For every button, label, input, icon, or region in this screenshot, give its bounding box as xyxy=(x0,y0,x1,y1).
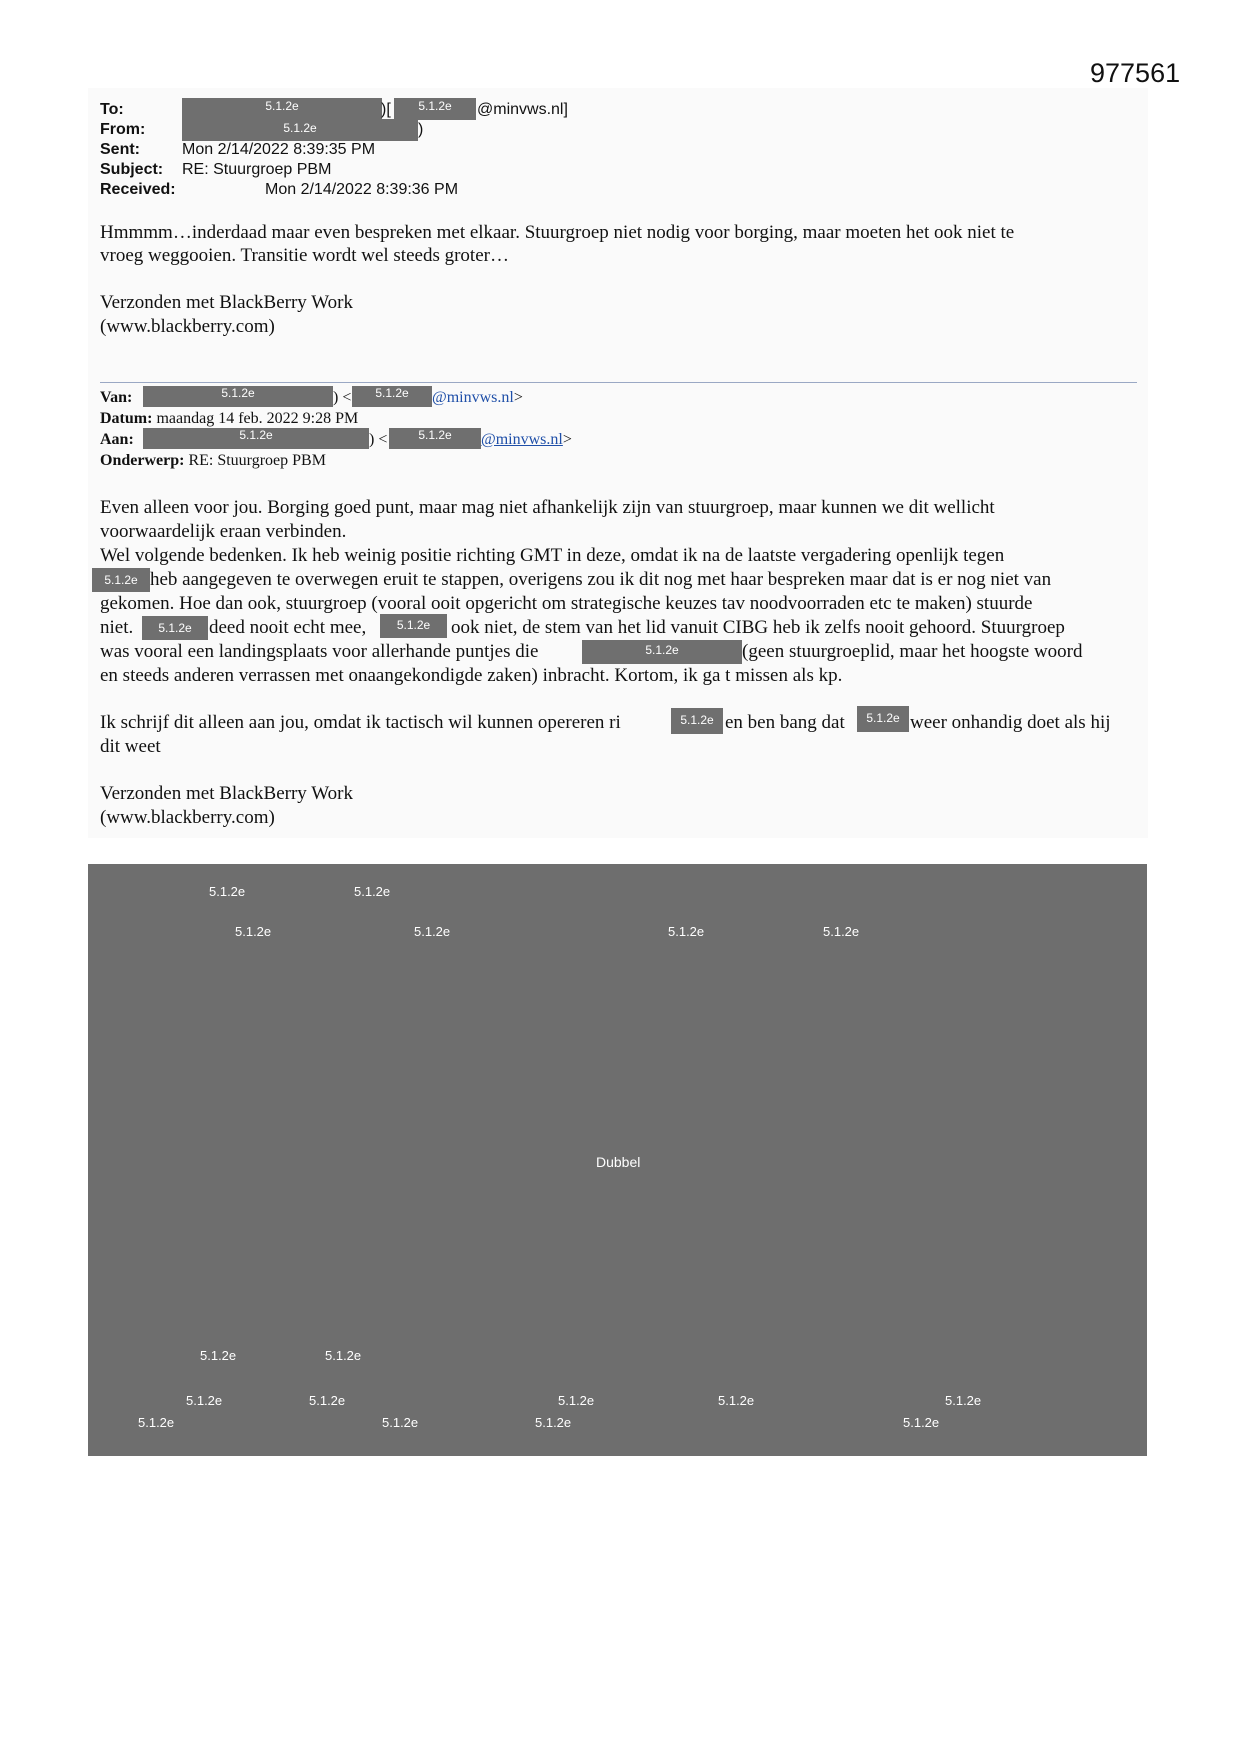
from-close: ) xyxy=(418,121,424,138)
reply-signature-1: Verzonden met BlackBerry Work xyxy=(100,292,353,313)
block-redaction-label: 5.1.2e xyxy=(414,924,451,939)
sent-label: Sent: xyxy=(100,141,140,158)
quoted-p2-line-6: en steeds anderen verrassen met onaangekondigde zaken) inbracht. Kortom, ik ga t missen als kp. xyxy=(100,665,843,686)
block-redaction-label: 5.1.2e xyxy=(309,1393,346,1408)
block-redaction-label: 5.1.2e xyxy=(138,1415,175,1430)
quoted-p2-line-4b: deed nooit echt mee, xyxy=(209,617,367,638)
quoted-signature-2: (www.blackberry.com) xyxy=(100,807,275,828)
datum-label: Datum: xyxy=(100,410,153,427)
redacted-duplicate-block xyxy=(88,864,1147,1456)
redaction-p2-line4-a: 5.1.2e xyxy=(142,616,208,640)
quoted-p2-line-5a: was vooral een landingsplaats voor allerhande puntjes die xyxy=(100,641,539,662)
aan-close: > xyxy=(562,431,572,448)
quoted-p2-line-4a: niet. xyxy=(100,617,134,638)
aan-email-domain[interactable]: @minvws.nl xyxy=(481,431,563,448)
redaction-p2-line2: 5.1.2e xyxy=(92,568,150,592)
from-label: From: xyxy=(100,121,146,138)
received-value: Mon 2/14/2022 8:39:36 PM xyxy=(265,181,459,198)
datum-value: maandag 14 feb. 2022 9:28 PM xyxy=(156,410,359,427)
subject-label: Subject: xyxy=(100,161,164,178)
aan-label: Aan: xyxy=(100,431,134,448)
block-redaction-label: 5.1.2e xyxy=(945,1393,982,1408)
redaction-p3-a: 5.1.2e xyxy=(671,708,723,734)
reply-signature-2: (www.blackberry.com) xyxy=(100,316,275,337)
quoted-p2-line-2: heb aangegeven te overwegen eruit te stappen, overigens zou ik dit nog met haar bespreken maar dat is er nog niet van xyxy=(150,569,1052,590)
block-redaction-label: 5.1.2e xyxy=(823,924,860,939)
redaction-aan-name: 5.1.2e xyxy=(143,428,369,449)
block-redaction-label: 5.1.2e xyxy=(325,1348,362,1363)
quoted-signature-1: Verzonden met BlackBerry Work xyxy=(100,783,353,804)
quote-divider xyxy=(100,382,1137,383)
block-redaction-label: 5.1.2e xyxy=(903,1415,940,1430)
quoted-p3-line-1b: en ben bang dat xyxy=(725,712,845,733)
redaction-p2-line5: 5.1.2e xyxy=(582,640,742,664)
quoted-p2-line-1: Wel volgende bedenken. Ik heb weinig positie richting GMT in deze, omdat ik na de laatste vergadering openlijk tegen xyxy=(100,545,1005,566)
block-redaction-label: 5.1.2e xyxy=(200,1348,237,1363)
dubbel-label: Dubbel xyxy=(596,1154,641,1170)
block-redaction-label: 5.1.2e xyxy=(718,1393,755,1408)
quoted-p3-line-2: dit weet xyxy=(100,736,161,757)
subject-value: RE: Stuurgroep PBM xyxy=(182,161,332,178)
redaction-from-name: 5.1.2e xyxy=(182,119,418,141)
redaction-p3-b: 5.1.2e xyxy=(857,706,909,732)
redaction-to-email: 5.1.2e xyxy=(394,98,476,120)
quoted-p2-line-3: gekomen. Hoe dan ook, stuurgroep (vooral ooit opgericht om strategische keuzes tav noodvoorraden etc te maken) stuurde xyxy=(100,593,1033,614)
quoted-p2-line-4c: ook niet, de stem van het lid vanuit CIBG heb ik zelfs nooit gehoord. Stuurgroep xyxy=(451,617,1065,638)
quoted-p1-line-1: Even alleen voor jou. Borging goed punt, maar mag niet afhankelijk zijn van stuurgroep, maar kunnen we dit wellicht xyxy=(100,497,995,518)
document-number: 977561 xyxy=(1090,58,1181,88)
block-redaction-label: 5.1.2e xyxy=(382,1415,419,1430)
block-redaction-label: 5.1.2e xyxy=(668,924,705,939)
redaction-van-name: 5.1.2e xyxy=(143,386,333,407)
reply-line-1: Hmmmm…inderdaad maar even bespreken met elkaar. Stuurgroep niet nodig voor borging, maar moeten het ook niet te xyxy=(100,222,1015,243)
redaction-aan-email: 5.1.2e xyxy=(389,428,481,449)
van-close: > xyxy=(513,389,523,406)
sent-value: Mon 2/14/2022 8:39:35 PM xyxy=(182,141,376,158)
block-redaction-label: 5.1.2e xyxy=(354,884,391,899)
to-domain: @minvws.nl] xyxy=(477,101,568,118)
quoted-p2-line-5b: (geen stuurgroeplid, maar het hoogste woord xyxy=(742,641,1083,662)
block-redaction-label: 5.1.2e xyxy=(235,924,272,939)
reply-line-2: vroeg weggooien. Transitie wordt wel steeds groter… xyxy=(100,245,509,266)
block-redaction-label: 5.1.2e xyxy=(209,884,246,899)
onderwerp-label: Onderwerp: xyxy=(100,452,185,469)
to-bracket: )[ xyxy=(381,101,391,118)
quoted-p1-line-2: voorwaardelijk eraan verbinden. xyxy=(100,521,347,542)
block-redaction-label: 5.1.2e xyxy=(186,1393,223,1408)
block-redaction-label: 5.1.2e xyxy=(535,1415,572,1430)
quoted-p3-line-1c: weer onhandig doet als hij xyxy=(910,712,1111,733)
redaction-p2-line4-b: 5.1.2e xyxy=(380,614,447,638)
van-separator: ) < xyxy=(333,389,352,406)
received-label: Received: xyxy=(100,181,176,198)
van-label: Van: xyxy=(100,389,133,406)
van-email-domain[interactable]: @minvws.nl xyxy=(432,389,514,406)
onderwerp-value: RE: Stuurgroep PBM xyxy=(188,452,326,469)
quoted-p3-line-1a: Ik schrijf dit alleen aan jou, omdat ik tactisch wil kunnen opereren ri xyxy=(100,712,621,733)
redaction-to-name: 5.1.2e xyxy=(182,98,382,120)
to-label: To: xyxy=(100,101,124,118)
aan-separator: ) < xyxy=(369,431,388,448)
redaction-van-email: 5.1.2e xyxy=(352,386,432,407)
block-redaction-label: 5.1.2e xyxy=(558,1393,595,1408)
